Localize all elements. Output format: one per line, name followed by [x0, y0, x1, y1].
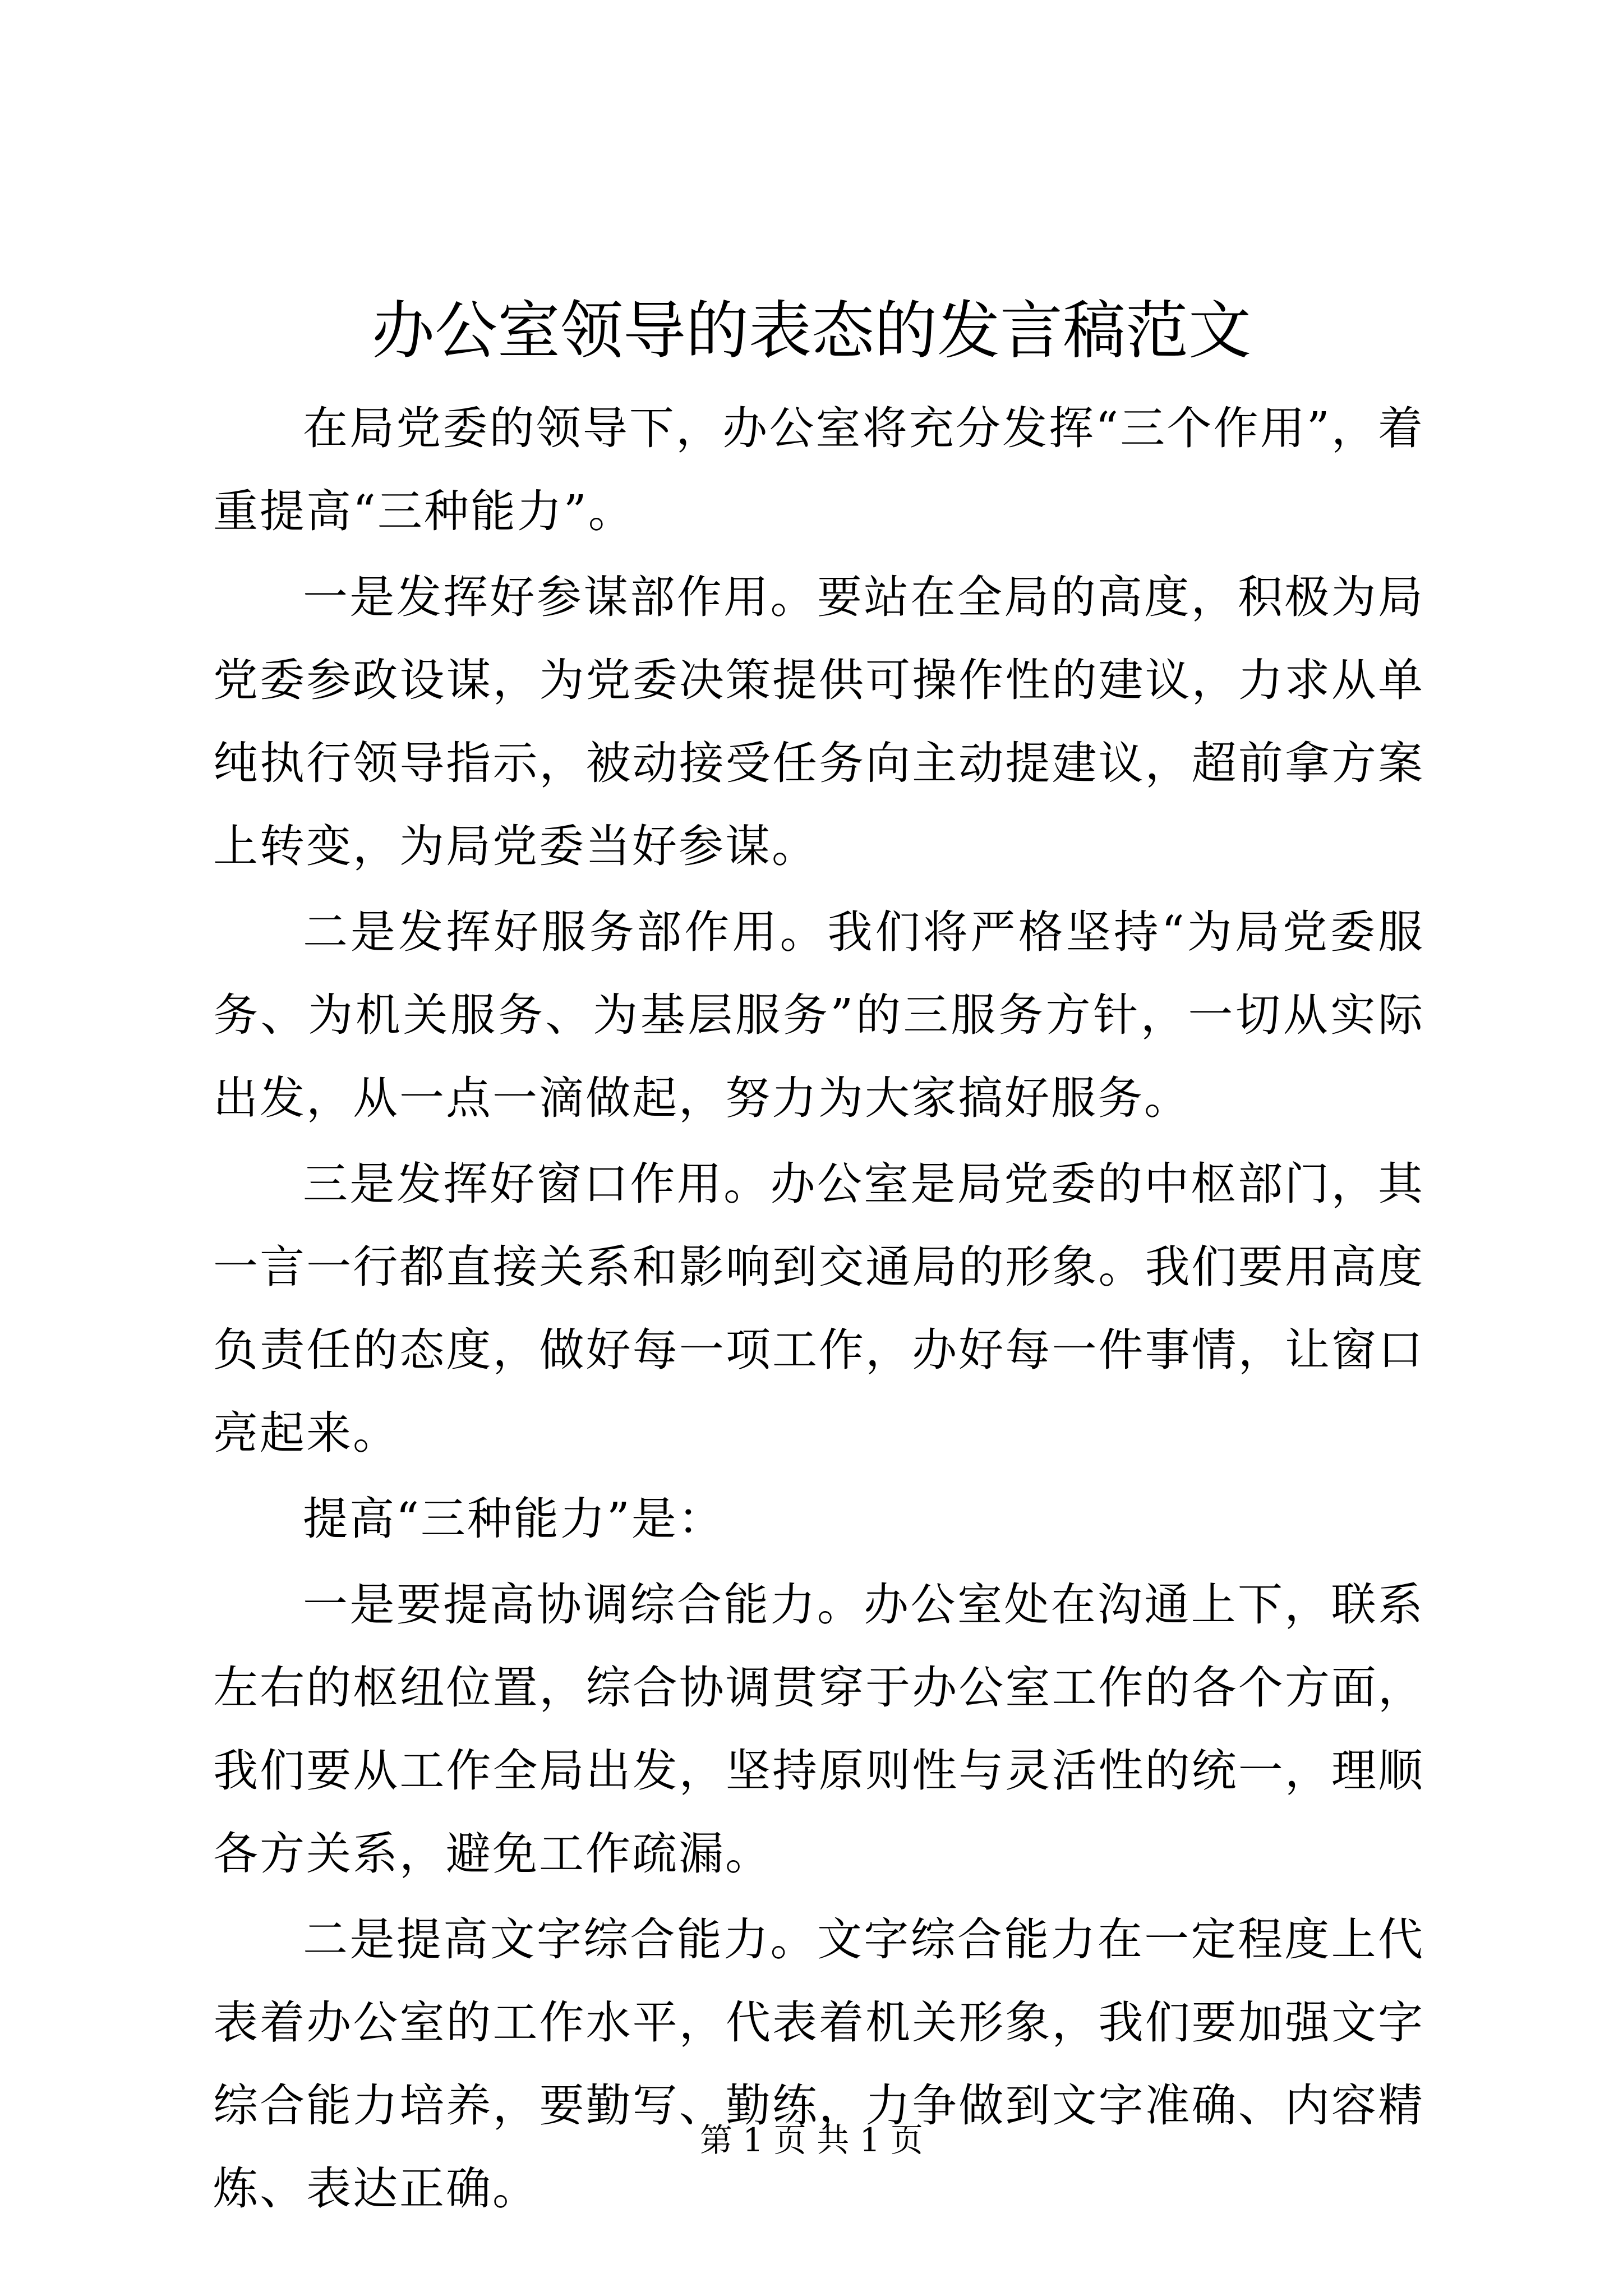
- paragraph-coordination-ability: 一是要提高协调综合能力。办公室处在沟通上下，联系左右的枢纽位置，综合协调贯穿于办公室工作的各个方面，我们要从工作全局出发，坚持原则性与灵活性的统一，理顺各方关系，避免工作疏漏。: [213, 1579, 1424, 1880]
- paragraph-writing-ability: 二是提高文字综合能力。文字综合能力在一定程度上代表着办公室的工作水平，代表着机关形象，我们要加强文字综合能力培养，要勤写、勤练，力争做到文字准确、内容精炼、表达正确。: [213, 1913, 1424, 2215]
- paragraph-advisor-role: 一是发挥好参谋部作用。要站在全局的高度，积极为局党委参政设谋，为党委决策提供可操作性的建议，力求从单纯执行领导指示，被动接受任务向主动提建议，超前拿方案上转变，为局党委当好参谋。: [213, 571, 1424, 872]
- page-footer: 第 1 页 共 1 页: [700, 2121, 923, 2159]
- document-title: 办公室领导的表态的发言稿范文: [372, 295, 1251, 367]
- paragraph-window-role: 三是发挥好窗口作用。办公室是局党委的中枢部门，其一言一行都直接关系和影响到交通局的形象。我们要用高度负责任的态度，做好每一项工作，办好每一件事情，让窗口亮起来。: [213, 1158, 1424, 1459]
- paragraph-service-role: 二是发挥好服务部作用。我们将严格坚持“为局党委服务、为机关服务、为基层服务”的三服务方针，一切从实际出发，从一点一滴做起，努力为大家搞好服务。: [213, 906, 1424, 1124]
- paragraph-intro: 在局党委的领导下，办公室将充分发挥“三个作用”，着重提高“三种能力”。: [213, 402, 1424, 537]
- document-body: [213, 387, 1424, 2233]
- paragraph-abilities-heading: 提高“三种能力”是：: [303, 1493, 725, 1545]
